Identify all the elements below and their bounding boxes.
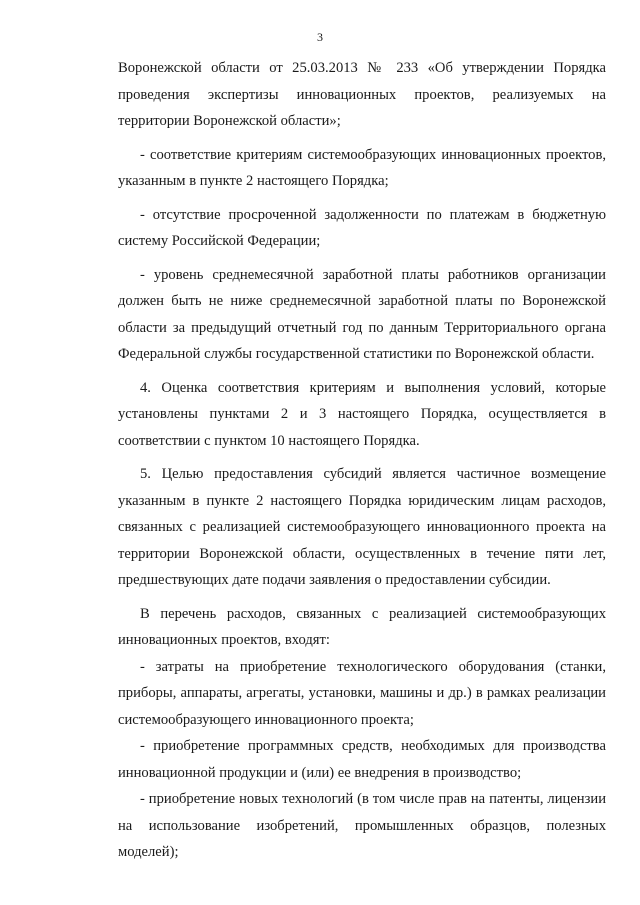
paragraph-salary-level: - уровень среднемесячной заработной платы работников организации должен быть не ниже среднемесячной заработной платы по Воронежской области за предыдущий отчетный год по данным Территориального органа Федеральной службы государственной статистики по Воронежской области. <box>118 266 606 362</box>
paragraph-item-5: 5. Целью предоставления субсидий является частичное возмещение указанным в пункте 2 настоящего Порядка юридическим лицам расходов, связанных с реализацией системообразующего инновационного проекта на территории Воронежской области, осуществленных в течение пяти лет, предшествующих дате подачи заявления о предоставлении субсидии. <box>118 466 606 588</box>
paragraph-equipment-costs: - затраты на приобретение технологического оборудования (станки, приборы, аппараты, агрегаты, установки, машины и др.) в рамках реализации системообразующего инновационного проекта; <box>118 658 606 728</box>
paragraph-criteria-compliance: - соответствие критериям системообразующих инновационных проектов, указанным в пункте 2 настоящего Порядка; <box>118 146 606 189</box>
paragraph-expenses-list-intro: В перечень расходов, связанных с реализацией системообразующих инновационных проектов, входят: <box>118 605 606 648</box>
paragraph-software-costs: - приобретение программных средств, необходимых для производства инновационной продукции и (или) ее внедрения в производство; <box>118 738 606 781</box>
document-body <box>118 55 606 866</box>
paragraph-item-4: 4. Оценка соответствия критериям и выполнения условий, которые установлены пунктами 2 и 3 настоящего Порядка, осуществляется в соответствии с пунктом 10 настоящего Порядка. <box>118 379 606 449</box>
paragraph-no-debt: - отсутствие просроченной задолженности по платежам в бюджетную систему Российской Федерации; <box>118 206 606 249</box>
paragraph-technology-costs: - приобретение новых технологий (в том числе прав на патенты, лицензии на использование изобретений, промышленных образцов, полезных моделей); <box>118 791 606 860</box>
paragraph-continuation: Воронежской области от 25.03.2013 № 233 «Об утверждении Порядка проведения экспертизы инновационных проектов, реализуемых на территории Воронежской области»; <box>118 60 606 129</box>
page-number: 3 <box>317 30 323 44</box>
